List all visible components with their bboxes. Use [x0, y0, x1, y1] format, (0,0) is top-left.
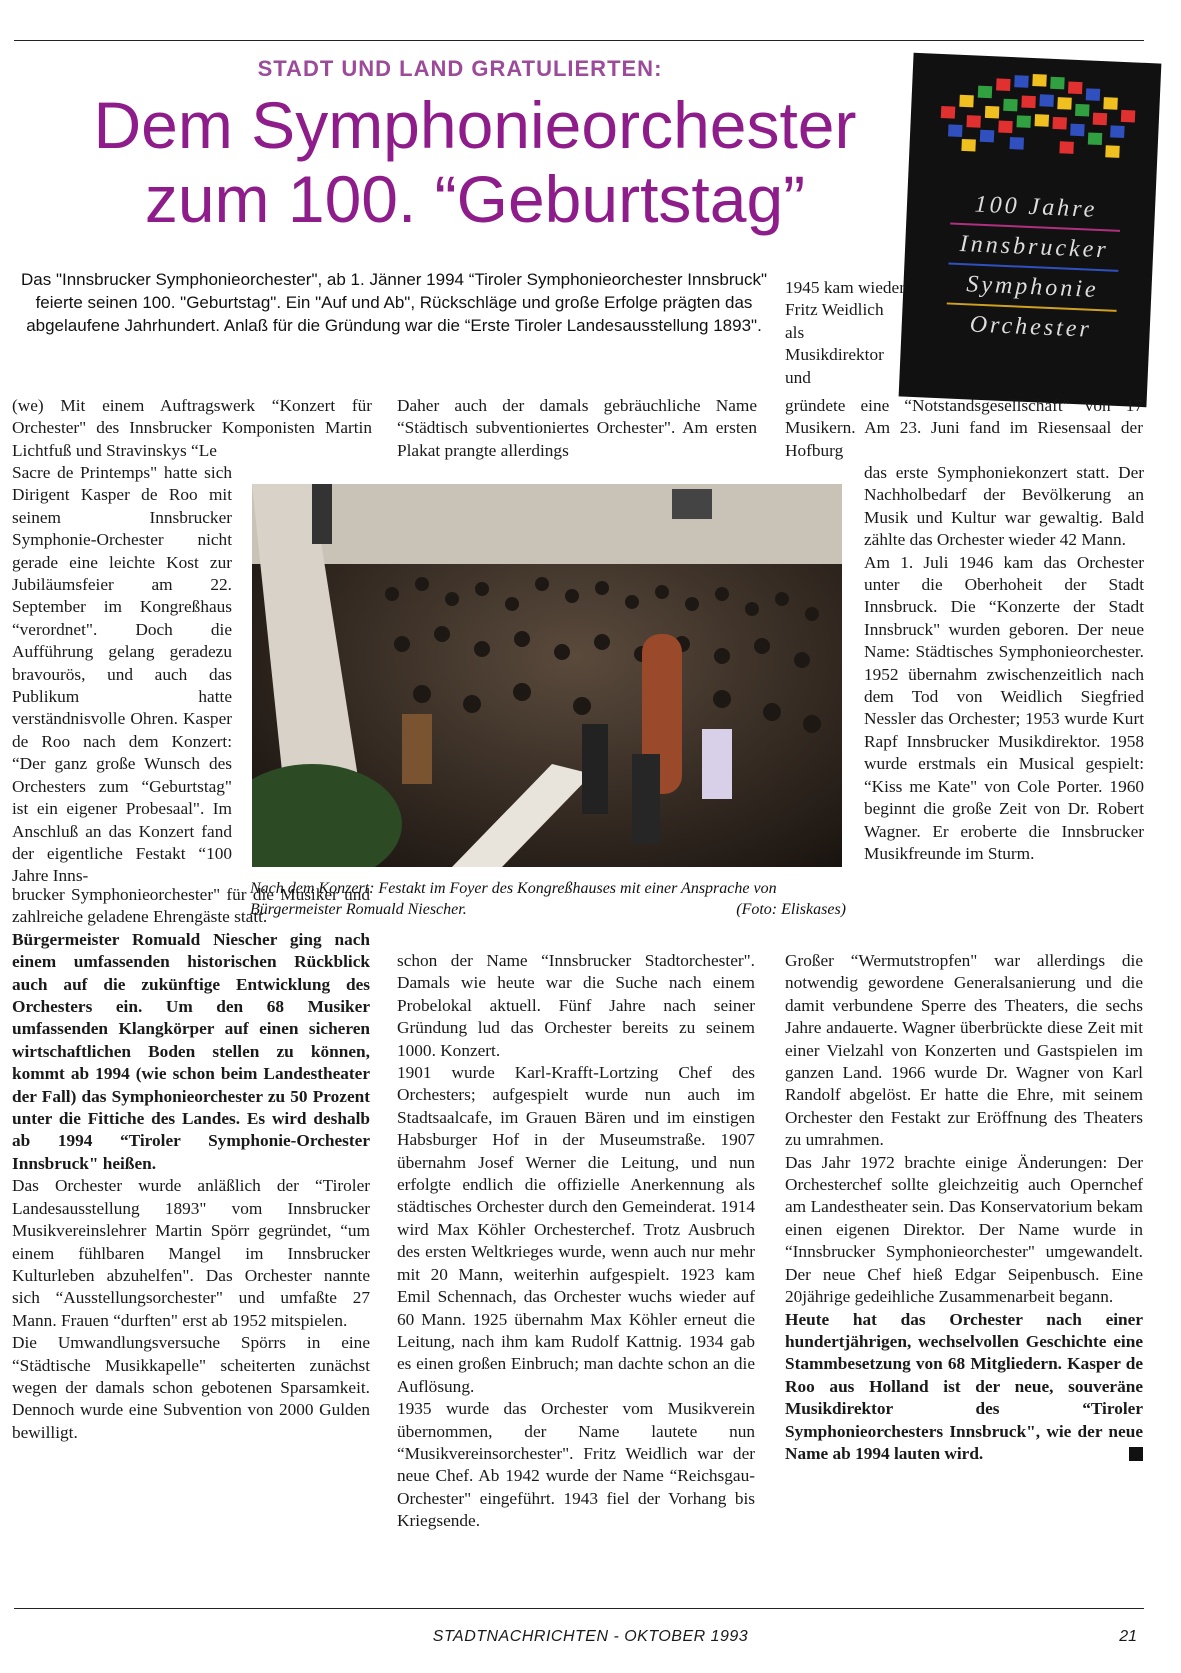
column2-top: Daher auch der damals gebräuchliche Name “Städtisch subventioniertes Orchester". Am ersten Plakat prangte allerdings: [397, 396, 757, 460]
kicker: STADT UND LAND GRATULIERTEN:: [257, 56, 663, 81]
column1-paragraph2: Das Orchester wurde anläßlich der “Tiroler Landesausstellung 1893" vom Innsbrucker Musikvereinslehrer Martin Spörr gegründet, “um einem fühlbaren Mangel im Innsbrucker Kulturleben abzuhelfen". Das Orchester nannte sich “Ausstellungsorchester" und umfaßte 27 Mann. Frauen “durften" erst ab 1952 mitspielen.: [12, 1176, 370, 1330]
column2-paragraph2: 1901 wurde Karl-Krafft-Lortzing Chef des Orchesters; aufgespielt wurde nun auch im Stadtsaalcafe, im Grauen Bären und im einstigen Habsburger Hof in der Museumstraße. 1907 übernahm Josef Werner die Leitung, und nun erfolgte endlich die offizielle Anerkennung als städtisches Orchester durch den Gemeinderat. 1914 wird Max Köhler Orchesterchef. Trotz Ausbruch des ersten Weltkrieges wurde, wenn auch nur mehr mit 20 Mann, weiterhin aufgespielt. 1923 kam Emil Schennach, das Orchester wuchs wieder auf 60 Mann. 1925 übernahm Max Köhler erneut die Leitung, nach ihm kam Rudolf Kattnig. 1934 gab es einen großen Einbruch; man dachte schon an die Auflösung.: [397, 1063, 755, 1396]
anniversary-poster-image: [899, 53, 1162, 407]
top-rule: [14, 40, 1144, 41]
caption-text: Nach dem Konzert: Festakt im Foyer des Kongreßhauses mit einer Ansprache von Bürgermeister Romuald Niescher.: [250, 880, 777, 918]
column3-paragraph2: Das Jahr 1972 brachte einige Änderungen: Der Orchesterchef sollte gleichzeitig auch Opernchef am Landestheater sein. Das Konservatorium bekam einen eigenen Direktor. Der Name wurde in “Innsbrucker Symphonieorchester" umgewandelt. Der neue Chef hieß Edgar Seipenbusch. Eine 20jährige gedeihliche Zusammenarbeit begann.: [785, 1152, 1143, 1307]
column3-wrap-paragraph2: Am 1. Juli 1946 kam das Orchester unter die Oberhoheit der Stadt Innsbruck. Die “Konzerte der Stadt Innsbruck" wurden geboren. Der neue Name: Städtisches Symphonieorchester. 1952 übernahm zwischenzeitlich nach dem Tod von Weidlich Siegfried Nessler das Orchester; 1953 wurde Kurt Rapf Innsbrucker Musikdirektor. 1958 wurde erstmals ein Musical gespielt: “Kiss me Kate" von Cole Porter. 1960 beginnt die große Zeit von Dr. Robert Wagner. Er eroberte die Innsbrucker Musikfreunde im Sturm.: [864, 552, 1144, 863]
column3-full: gründete eine “Notstandsgesellschaft" von 17 Musikern. Am 23. Juni fand im Riesensaal der Hofburg: [785, 396, 1143, 460]
photo-credit: (Foto: Eliskases): [736, 901, 846, 918]
bottom-rule: [14, 1608, 1144, 1609]
column3-wrap-paragraph1: das erste Symphoniekonzert statt. Der Nachholbedarf der Bevölkerung an Musik und Kultur war gewaltig. Bald zählte das Orchester wieder 42 Mann.: [864, 463, 1144, 550]
concert-photo: [252, 484, 842, 867]
column1-top: (we) Mit einem Auftragswerk “Konzert für Orchester" des Innsbrucker Komponisten Martin Lichtfuß und Stravinskys “Le: [12, 396, 372, 460]
column3-bottom: [785, 950, 1143, 1465]
column3-paragraph1: Großer “Wermutstropfen" war allerdings die notwendig gewordene Generalsanierung und die damit verbundene Sperre des Theaters, die sechs Jahre andauerte. Wagner überbrückte diese Zeit mit einer Vielzahl von Konzerten und Gastspielen im ganzen Land. 1966 wurde Dr. Wagner von Karl Randolf abgelöst. Er hatte die Ehre, mit seinem Orchester den Festakt zur Eröffnung des Theaters zu umrahmen.: [785, 951, 1143, 1150]
poster-line3: Symphonie: [965, 271, 1100, 304]
column1-paragraph1: brucker Symphonieorchester" für die Musiker und zahlreiche geladene Ehrengäste statt.: [12, 885, 370, 927]
headline-line1: Dem Symphonieorchester: [93, 88, 857, 162]
page-number: 21: [1119, 1628, 1137, 1645]
headline-line2: zum 100. “Geburtstag”: [144, 162, 806, 236]
headline: [40, 88, 910, 236]
column2-bottom: [397, 950, 755, 1533]
column2-paragraph1: schon der Name “Innsbrucker Stadtorchester". Damals wie heute war die Suche nach einem Probelokal aktuell. Fünf Jahre nach seiner Gründung lud das Orchester bereits zu seinem 1000. Konzert.: [397, 951, 755, 1060]
photo-caption: [250, 878, 846, 920]
column3-top: 1945 kam wieder Fritz Weidlich als Musikdirektor und: [785, 278, 905, 387]
column2-paragraph3: 1935 wurde das Orchester vom Musikverein übernommen, der Name lautete nun “Musikvereinsorchester". Fritz Weidlich war der neue Chef. Ab 1942 wurde der Name “Reichsgau-Orchester" eingeführt. 1943 fiel der Vorhang bis Kriegsende.: [397, 1399, 755, 1531]
poster-line4: Orchester: [969, 311, 1093, 343]
colorful-tiles-graphic: [908, 53, 1161, 194]
column3-bold-paragraph: Heute hat das Orchester nach einer hundertjährigen, wechselvollen Geschichte eine Stammbesetzung von 68 Mitgliedern. Kasper de Roo aus Holland ist der neue, souveräne Musikdirektor des “Tiroler Symphonieorchesters Innsbruck", wie der neue Name ab 1994 lauten wird.: [785, 1309, 1143, 1463]
end-mark: [1129, 1447, 1143, 1461]
column1-bottom: [12, 884, 370, 1444]
column1-wrap: Sacre de Printemps" hatte sich Dirigent Kasper de Roo mit seinem Innsbrucker Symphonie-Orchester nicht gerade eine leichte Kost zur Jubiläumsfeier am 22. September im Kongreßhaus “verordnet". Doch die Aufführung gelang geradezu bravourös, und auch das Publikum hatte verständnisvolle Ohren. Kasper de Roo nach dem Konzert: “Der ganz große Wunsch des Orchesters zum “Geburtstag" ist ein eigener Probesaal". Im Anschluß an das Konzert fand der eigentliche Festakt “100 Jahre Inns-: [12, 463, 232, 886]
column1-bold-paragraph: Bürgermeister Romuald Niescher ging nach einem umfassenden historischen Rückblick auch auf die zukünftige Entwicklung des Orchesters ein. Um den 68 Musiker umfassenden Klangkörper auf einen sicheren wirtschaftlichen Boden stellen zu können, kommt ab 1994 (wie schon beim Landestheater der Fall) das Symphonieorchester zu 50 Prozent unter die Fittiche des Landes. Es wird deshalb ab 1994 “Tiroler Symphonie-Orchester Innsbruck" heißen.: [12, 929, 370, 1173]
lead-paragraph: Das "Innsbrucker Symphonieorchester", ab 1. Jänner 1994 “Tiroler Symphonieorchester Innsbruck" feierte seinen 100. "Geburtstag". Ein "Auf und Ab", Rückschläge und große Erfolge prägten das abgelaufene Jahrhundert. Anlaß für die Gründung war die “Erste Tiroler Landesausstellung 1893".: [21, 270, 767, 335]
column3-wrap: [864, 462, 1144, 865]
poster-line1: 100 Jahre: [974, 191, 1098, 223]
column1-paragraph3: Die Umwandlungsversuche Spörrs in eine “Städtische Musikkapelle" scheiterten zunächst wegen der damals schon gebotenen Sparsamkeit. Dennoch wurde eine Subvention von 2000 Gulden bewilligt.: [12, 1333, 370, 1442]
poster-title: [925, 184, 1142, 351]
footer-publication: STADTNACHRICHTEN - OKTOBER 1993: [432, 1628, 749, 1645]
foyer-crowd-graphic: [252, 484, 842, 867]
poster-line2: Innsbrucker: [959, 230, 1110, 264]
